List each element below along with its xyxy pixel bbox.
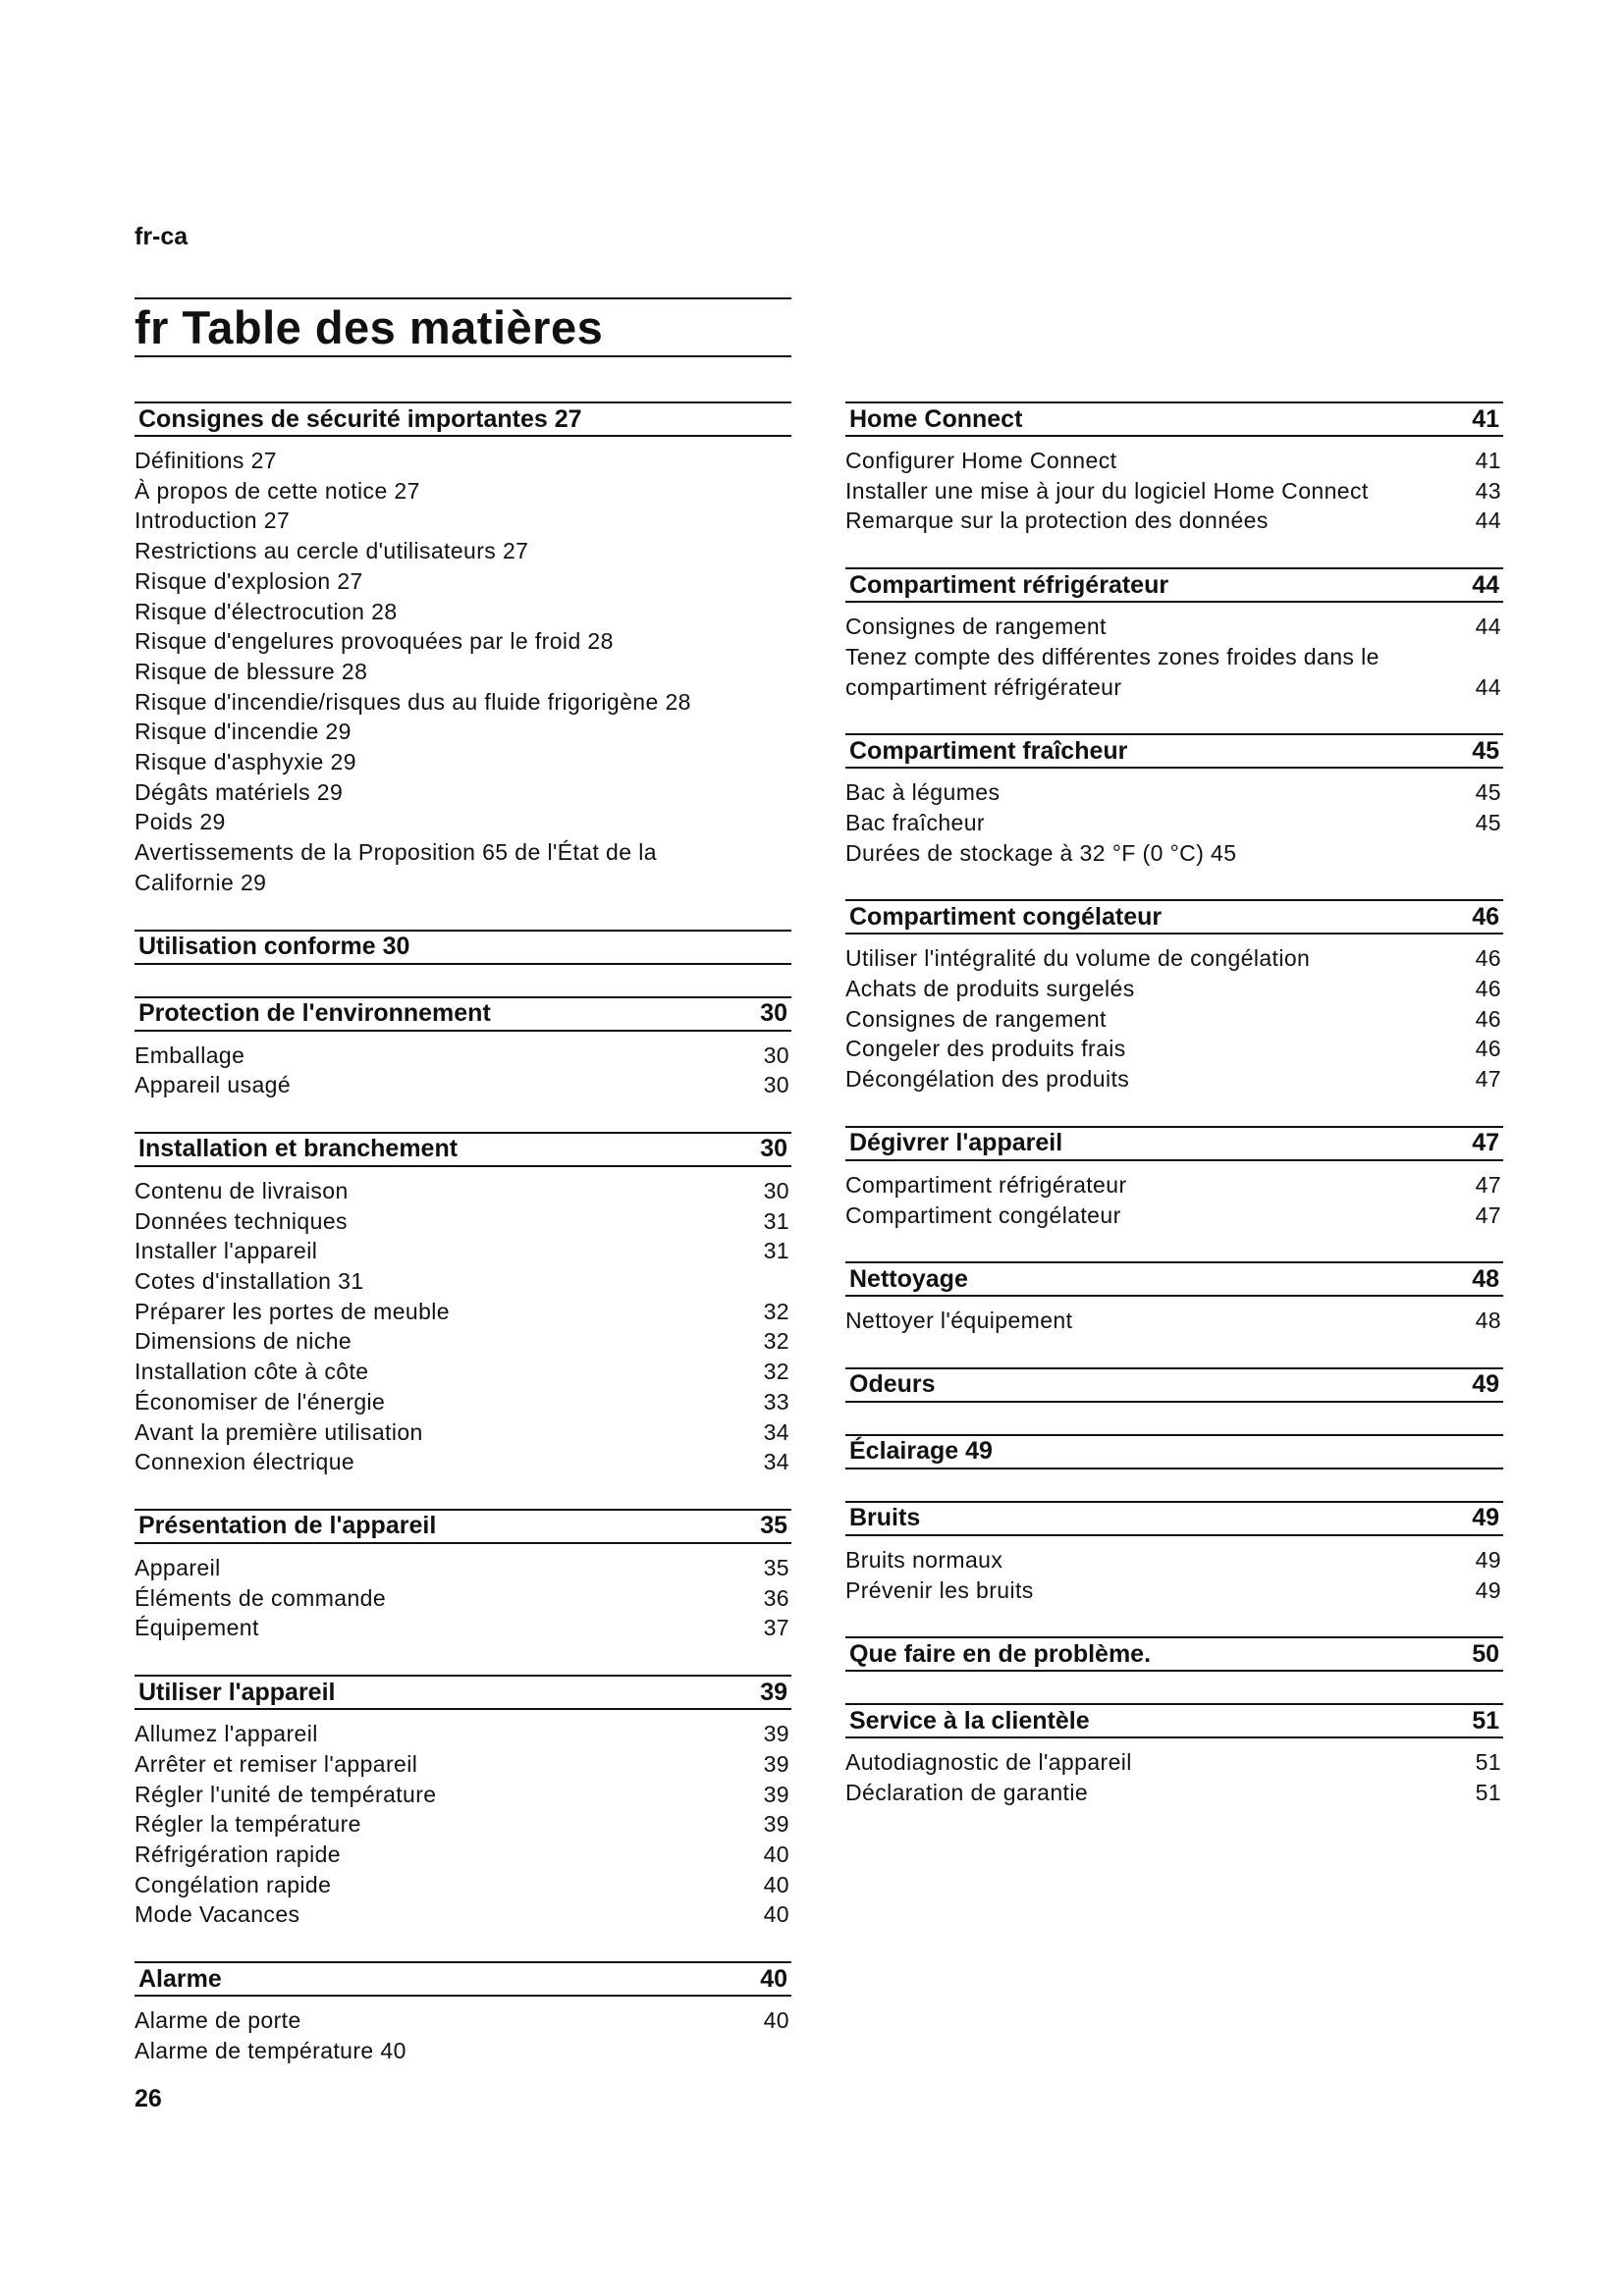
toc-entry[interactable] bbox=[135, 1236, 791, 1266]
entry-label: Alarme de porte bbox=[135, 2007, 301, 2034]
section-title: Dégivrer l'appareil bbox=[849, 1129, 1063, 1157]
section-heading[interactable] bbox=[845, 1636, 1503, 1672]
toc-section bbox=[845, 401, 1503, 536]
toc-entry[interactable] bbox=[135, 1840, 791, 1870]
entry-page: 45 bbox=[1475, 809, 1501, 835]
toc-entry[interactable] bbox=[845, 1778, 1503, 1808]
entry-label: Consignes de rangement bbox=[845, 1005, 1107, 1032]
entry-page: 46 bbox=[1475, 1036, 1501, 1062]
entry-label: Allumez l'appareil bbox=[135, 1721, 318, 1747]
entry-label: Bac fraîcheur bbox=[845, 809, 985, 835]
entry-label: Définitions 27 bbox=[135, 448, 277, 473]
entry-label: Remarque sur la protection des données bbox=[845, 507, 1269, 534]
section-items bbox=[845, 1738, 1503, 1807]
entry-label: Déclaration de garantie bbox=[845, 1780, 1089, 1806]
entry-label: Compartiment réfrigérateur bbox=[845, 1171, 1127, 1198]
toc-entry[interactable] bbox=[135, 1070, 791, 1100]
toc-entry[interactable] bbox=[845, 1004, 1503, 1035]
section-heading[interactable] bbox=[135, 401, 791, 437]
entry-page: 30 bbox=[763, 1041, 789, 1068]
entry-label: Durées de stockage à 32 °F (0 °C) 45 bbox=[845, 839, 1237, 866]
toc-right-column bbox=[845, 401, 1503, 1840]
toc-entry[interactable] bbox=[845, 1201, 1503, 1231]
entry-label: Risque d'électrocution 28 bbox=[135, 598, 398, 624]
section-page: 47 bbox=[1472, 1129, 1499, 1157]
entry-label: Réfrigération rapide bbox=[135, 1841, 342, 1867]
toc-section bbox=[845, 733, 1503, 868]
toc-entry[interactable] bbox=[135, 687, 791, 718]
entry-page: 51 bbox=[1475, 1749, 1501, 1776]
entry-page: 47 bbox=[1475, 1066, 1501, 1093]
toc-entry[interactable] bbox=[135, 1206, 791, 1237]
section-title: Consignes de sécurité importantes 27 bbox=[138, 404, 582, 433]
toc-entry[interactable] bbox=[135, 1899, 791, 1930]
toc-entry[interactable] bbox=[135, 777, 791, 808]
toc-section bbox=[845, 1261, 1503, 1336]
entry-page: 48 bbox=[1475, 1308, 1501, 1334]
entry-page: 51 bbox=[1475, 1780, 1501, 1806]
section-page: 49 bbox=[1472, 1504, 1499, 1532]
section-items bbox=[845, 934, 1503, 1095]
entry-label: Installation côte à côte bbox=[135, 1359, 369, 1385]
entry-page: 39 bbox=[763, 1721, 789, 1747]
section-page: 35 bbox=[760, 1512, 787, 1540]
entry-label: Nettoyer l'équipement bbox=[845, 1308, 1073, 1334]
entry-label: Poids 29 bbox=[135, 809, 226, 835]
toc-entry[interactable] bbox=[135, 657, 791, 687]
entry-label: Cotes d'installation 31 bbox=[135, 1268, 364, 1295]
section-page: 39 bbox=[760, 1678, 787, 1706]
entry-label: Appareil bbox=[135, 1554, 221, 1580]
entry-label: Dégâts matériels 29 bbox=[135, 778, 344, 805]
entry-label: Préparer les portes de meuble bbox=[135, 1298, 450, 1324]
section-page: 30 bbox=[760, 1135, 787, 1163]
toc-entry[interactable] bbox=[845, 777, 1503, 808]
section-page: 49 bbox=[1472, 1370, 1499, 1399]
entry-page: 34 bbox=[763, 1449, 789, 1475]
section-heading[interactable] bbox=[845, 567, 1503, 603]
toc-entry[interactable] bbox=[845, 506, 1503, 536]
toc-entry[interactable] bbox=[845, 1034, 1503, 1064]
entry-label: Équipement bbox=[135, 1615, 259, 1641]
section-title: Bruits bbox=[849, 1504, 921, 1532]
entry-label: Alarme de température 40 bbox=[135, 2037, 406, 2063]
toc-entry[interactable] bbox=[135, 807, 791, 837]
toc-entry[interactable] bbox=[135, 1780, 791, 1810]
toc-entry[interactable] bbox=[135, 1870, 791, 1900]
entry-label: Risque d'asphyxie 29 bbox=[135, 749, 356, 775]
entry-page: 32 bbox=[763, 1359, 789, 1385]
entry-page: 46 bbox=[1475, 945, 1501, 972]
toc-entry[interactable] bbox=[845, 1545, 1503, 1575]
toc-entry[interactable] bbox=[135, 446, 791, 476]
entry-label: Bac à légumes bbox=[845, 779, 1001, 806]
entry-label: Éléments de commande bbox=[135, 1584, 387, 1611]
toc-section bbox=[135, 1961, 791, 2065]
toc-entry[interactable] bbox=[135, 1387, 791, 1417]
toc-entry[interactable] bbox=[135, 1266, 791, 1297]
entry-page: 45 bbox=[1475, 779, 1501, 806]
section-title: Que faire en de problème. bbox=[849, 1639, 1152, 1668]
section-heading[interactable] bbox=[845, 401, 1503, 437]
page-number: 26 bbox=[135, 2085, 162, 2112]
section-heading[interactable] bbox=[845, 1501, 1503, 1536]
toc-entry[interactable] bbox=[135, 566, 791, 597]
entry-page: 32 bbox=[763, 1298, 789, 1324]
entry-label: Avertissements de la Proposition 65 de l'État de la Californie 29 bbox=[135, 839, 657, 895]
entry-page: 47 bbox=[1475, 1171, 1501, 1198]
entry-label: Introduction 27 bbox=[135, 507, 291, 534]
toc-entry[interactable] bbox=[845, 1064, 1503, 1095]
toc-entry[interactable] bbox=[135, 2036, 791, 2066]
toc-section bbox=[845, 1636, 1503, 1672]
toc-section bbox=[845, 899, 1503, 1095]
entry-page: 40 bbox=[763, 1841, 789, 1867]
toc-entry[interactable] bbox=[135, 837, 791, 897]
entry-label: Restrictions au cercle d'utilisateurs 27 bbox=[135, 538, 529, 564]
entry-page: 33 bbox=[763, 1388, 789, 1415]
entry-label: Appareil usagé bbox=[135, 1072, 292, 1098]
section-title: Utiliser l'appareil bbox=[138, 1678, 336, 1706]
entry-label: Congélation rapide bbox=[135, 1871, 332, 1897]
entry-label: Risque d'engelures provoquées par le froid 28 bbox=[135, 628, 614, 655]
toc-section bbox=[845, 1703, 1503, 1807]
toc-entry[interactable] bbox=[135, 1613, 791, 1643]
entry-page: 34 bbox=[763, 1418, 789, 1445]
entry-label: Risque de blessure 28 bbox=[135, 658, 368, 684]
toc-entry[interactable] bbox=[135, 2005, 791, 2036]
entry-page: 47 bbox=[1475, 1201, 1501, 1228]
toc-entry[interactable] bbox=[845, 838, 1503, 869]
toc-section bbox=[135, 1675, 791, 1930]
toc-section bbox=[845, 1501, 1503, 1605]
section-page: 40 bbox=[760, 1964, 787, 1993]
entry-page: 49 bbox=[1475, 1546, 1501, 1573]
section-title: Installation et branchement bbox=[138, 1135, 459, 1163]
entry-label: Arrêter et remiser l'appareil bbox=[135, 1750, 418, 1777]
toc-entry[interactable] bbox=[135, 597, 791, 627]
section-title: Compartiment congélateur bbox=[849, 902, 1163, 931]
page-title: fr Table des matières bbox=[135, 301, 604, 353]
section-heading[interactable] bbox=[845, 1434, 1503, 1469]
section-items bbox=[135, 1710, 791, 1930]
section-title: Utilisation conforme 30 bbox=[138, 933, 410, 961]
section-heading[interactable] bbox=[135, 1675, 791, 1710]
section-page: 50 bbox=[1472, 1639, 1499, 1668]
entry-label: Congeler des produits frais bbox=[845, 1036, 1126, 1062]
section-title: Odeurs bbox=[849, 1370, 936, 1399]
entry-label: Autodiagnostic de l'appareil bbox=[845, 1749, 1132, 1776]
toc-section bbox=[135, 996, 791, 1100]
entry-page: 44 bbox=[1475, 614, 1501, 640]
entry-page: 40 bbox=[763, 2007, 789, 2034]
entry-label: Régler la température bbox=[135, 1811, 361, 1838]
section-heading[interactable] bbox=[135, 1509, 791, 1544]
entry-label: Bruits normaux bbox=[845, 1546, 1003, 1573]
toc-entry[interactable] bbox=[845, 808, 1503, 838]
entry-label: À propos de cette notice 27 bbox=[135, 477, 420, 504]
section-title: Alarme bbox=[138, 1964, 222, 1993]
toc-entry[interactable] bbox=[135, 1809, 791, 1840]
toc-entry[interactable] bbox=[135, 1297, 791, 1327]
entry-page: 39 bbox=[763, 1811, 789, 1838]
section-items bbox=[135, 1544, 791, 1643]
section-heading[interactable] bbox=[845, 899, 1503, 934]
toc-entry[interactable] bbox=[845, 476, 1503, 507]
entry-label: Avant la première utilisation bbox=[135, 1418, 423, 1445]
section-title: Présentation de l'appareil bbox=[138, 1512, 437, 1540]
entry-page: 39 bbox=[763, 1781, 789, 1807]
section-page: 48 bbox=[1472, 1264, 1499, 1293]
entry-page: 43 bbox=[1475, 477, 1501, 504]
section-title: Protection de l'environnement bbox=[138, 999, 491, 1028]
toc-entry[interactable] bbox=[135, 626, 791, 657]
toc-entry[interactable] bbox=[135, 717, 791, 747]
entry-page: 46 bbox=[1475, 976, 1501, 1002]
toc-entry[interactable] bbox=[845, 1575, 1503, 1606]
entry-page: 37 bbox=[763, 1615, 789, 1641]
toc-section bbox=[845, 567, 1503, 702]
section-page: 51 bbox=[1472, 1706, 1499, 1735]
section-items bbox=[135, 1997, 791, 2065]
section-heading[interactable] bbox=[845, 1126, 1503, 1161]
entry-label: Contenu de livraison bbox=[135, 1177, 349, 1203]
toc-entry[interactable] bbox=[135, 506, 791, 536]
section-items bbox=[135, 1167, 791, 1477]
toc-section bbox=[135, 401, 791, 898]
section-title: Nettoyage bbox=[849, 1264, 968, 1293]
language-code: fr-ca bbox=[135, 223, 189, 250]
section-items bbox=[845, 1297, 1503, 1336]
entry-page: 35 bbox=[763, 1554, 789, 1580]
entry-page: 30 bbox=[763, 1072, 789, 1098]
toc-entry[interactable] bbox=[845, 974, 1503, 1004]
toc-section bbox=[845, 1126, 1503, 1230]
section-page: 45 bbox=[1472, 736, 1499, 765]
section-page: 30 bbox=[760, 999, 787, 1028]
entry-page: 30 bbox=[763, 1177, 789, 1203]
entry-label: Données techniques bbox=[135, 1207, 348, 1234]
toc-section bbox=[135, 1509, 791, 1643]
toc-entry[interactable] bbox=[135, 1447, 791, 1477]
section-heading[interactable] bbox=[845, 1703, 1503, 1738]
toc-section bbox=[135, 930, 791, 965]
entry-label: Économiser de l'énergie bbox=[135, 1388, 386, 1415]
section-items bbox=[845, 1536, 1503, 1605]
entry-label: Tenez compte des différentes zones froides dans le compartiment réfrigérateur bbox=[845, 643, 1380, 700]
entry-label: Installer une mise à jour du logiciel Home Connect bbox=[845, 477, 1369, 504]
entry-label: Consignes de rangement bbox=[845, 614, 1107, 640]
toc-entry[interactable] bbox=[135, 747, 791, 777]
toc-entry[interactable] bbox=[135, 1583, 791, 1614]
section-items bbox=[845, 769, 1503, 868]
entry-page: 40 bbox=[763, 1871, 789, 1897]
toc-entry[interactable] bbox=[845, 1747, 1503, 1778]
entry-label: Achats de produits surgelés bbox=[845, 976, 1135, 1002]
section-title: Service à la clientèle bbox=[849, 1706, 1090, 1735]
section-heading[interactable] bbox=[845, 1261, 1503, 1297]
entry-page: 39 bbox=[763, 1750, 789, 1777]
toc-entry[interactable] bbox=[845, 446, 1503, 476]
entry-page: 31 bbox=[763, 1207, 789, 1234]
title-block bbox=[135, 297, 791, 357]
section-title: Home Connect bbox=[849, 404, 1023, 433]
section-heading[interactable] bbox=[845, 1367, 1503, 1403]
toc-section bbox=[845, 1367, 1503, 1403]
entry-page: 49 bbox=[1475, 1576, 1501, 1603]
toc-entry[interactable] bbox=[135, 536, 791, 566]
toc-section bbox=[845, 1434, 1503, 1469]
entry-label: Configurer Home Connect bbox=[845, 448, 1117, 473]
entry-page: 31 bbox=[763, 1238, 789, 1264]
section-page: 44 bbox=[1472, 570, 1499, 599]
section-title: Compartiment fraîcheur bbox=[849, 736, 1128, 765]
entry-label: Régler l'unité de température bbox=[135, 1781, 437, 1807]
entry-label: Installer l'appareil bbox=[135, 1238, 318, 1264]
toc-entry[interactable] bbox=[135, 1417, 791, 1448]
entry-page: 46 bbox=[1475, 1005, 1501, 1032]
entry-label: Mode Vacances bbox=[135, 1901, 300, 1928]
entry-page: 36 bbox=[763, 1584, 789, 1611]
toc-entry[interactable] bbox=[135, 1326, 791, 1357]
entry-label: Connexion électrique bbox=[135, 1449, 355, 1475]
section-heading[interactable] bbox=[135, 1132, 791, 1167]
section-items bbox=[845, 1161, 1503, 1230]
toc-left-column bbox=[135, 401, 791, 2097]
entry-label: Risque d'explosion 27 bbox=[135, 567, 363, 594]
toc-entry[interactable] bbox=[845, 1170, 1503, 1201]
section-items bbox=[845, 603, 1503, 702]
entry-label: Compartiment congélateur bbox=[845, 1201, 1121, 1228]
entry-label: Dimensions de niche bbox=[135, 1328, 352, 1355]
toc-entry[interactable] bbox=[135, 1357, 791, 1387]
entry-label: Utiliser l'intégralité du volume de congélation bbox=[845, 945, 1311, 972]
toc-entry[interactable] bbox=[845, 612, 1503, 642]
section-items bbox=[845, 437, 1503, 536]
section-title: Compartiment réfrigérateur bbox=[849, 570, 1169, 599]
section-page: 46 bbox=[1472, 902, 1499, 931]
entry-page: 32 bbox=[763, 1328, 789, 1355]
toc-entry[interactable] bbox=[135, 1041, 791, 1071]
entry-label: Prévenir les bruits bbox=[845, 1576, 1034, 1603]
toc-entry[interactable] bbox=[845, 1306, 1503, 1336]
entry-page: 44 bbox=[1475, 673, 1501, 700]
section-heading[interactable] bbox=[845, 733, 1503, 769]
toc-entry[interactable] bbox=[135, 1749, 791, 1780]
toc-entry[interactable] bbox=[135, 476, 791, 507]
section-items bbox=[135, 437, 791, 898]
section-heading[interactable] bbox=[135, 996, 791, 1032]
entry-page: 40 bbox=[763, 1901, 789, 1928]
entry-label: Risque d'incendie/risques dus au fluide frigorigène 28 bbox=[135, 688, 691, 715]
entry-page: 41 bbox=[1475, 448, 1501, 473]
section-title: Éclairage 49 bbox=[849, 1437, 993, 1466]
toc-entry[interactable] bbox=[135, 1176, 791, 1206]
toc-entry[interactable] bbox=[845, 642, 1503, 702]
entry-label: Décongélation des produits bbox=[845, 1066, 1130, 1093]
section-items bbox=[135, 1032, 791, 1100]
section-page: 41 bbox=[1472, 404, 1499, 433]
entry-page: 44 bbox=[1475, 507, 1501, 534]
entry-label: Risque d'incendie 29 bbox=[135, 719, 352, 745]
toc-section bbox=[135, 1132, 791, 1477]
toc-entry[interactable] bbox=[135, 1719, 791, 1749]
section-heading[interactable] bbox=[135, 1961, 791, 1997]
toc-entry[interactable] bbox=[845, 943, 1503, 974]
toc-entry[interactable] bbox=[135, 1553, 791, 1583]
entry-label: Emballage bbox=[135, 1041, 245, 1068]
section-heading[interactable] bbox=[135, 930, 791, 965]
